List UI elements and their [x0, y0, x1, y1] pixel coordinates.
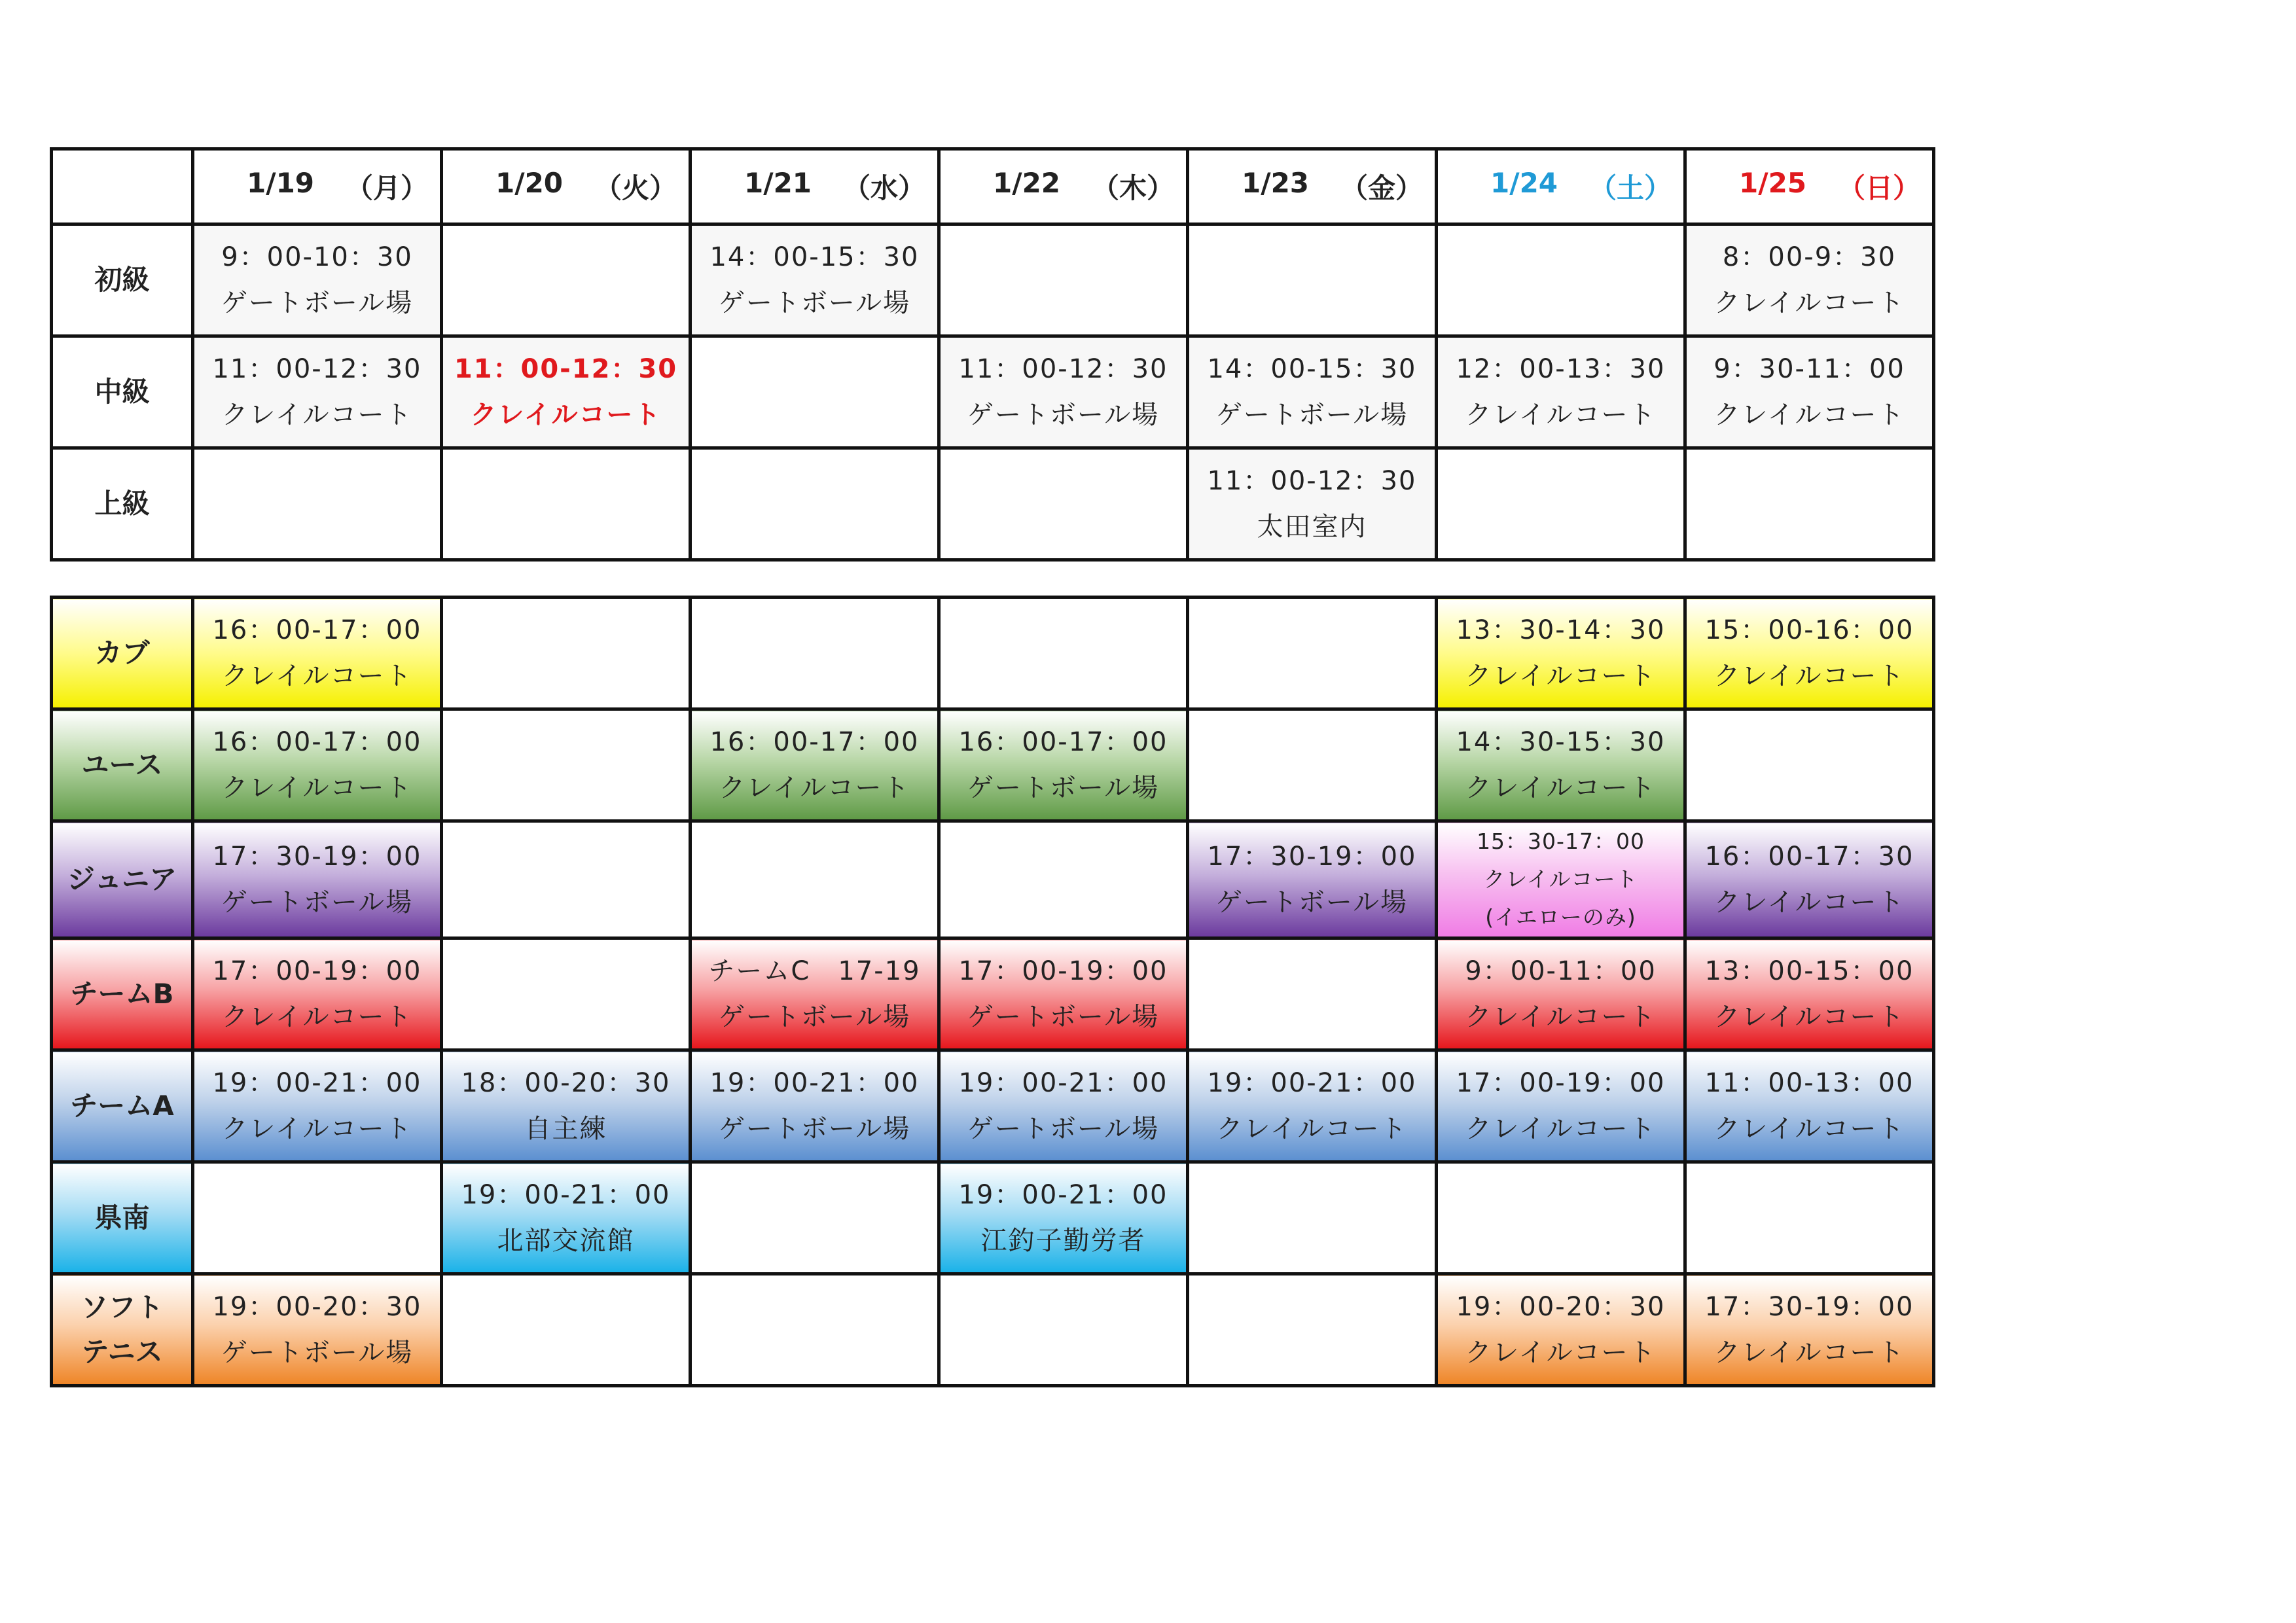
day-date: 1/25 — [1739, 167, 1807, 199]
level-row — [52, 224, 1934, 336]
slot-venue: クレイルコート — [221, 661, 413, 691]
slot-venue: クレイルコート — [1465, 1002, 1657, 1032]
schedule-slot — [939, 336, 1188, 448]
empty-slot — [442, 709, 691, 821]
slot-time: 17：30-19：00 — [212, 842, 422, 872]
slot-time: 19：00-21：00 — [212, 1068, 422, 1098]
slot-venue: ゲートボール場 — [221, 887, 414, 918]
slot-time: 18：00-20：30 — [461, 1068, 671, 1098]
row-label-text: ジュニア — [67, 863, 177, 895]
empty-slot — [1188, 709, 1437, 821]
schedule-slot — [193, 224, 442, 336]
schedule-slot — [1437, 709, 1685, 821]
empty-slot — [193, 448, 442, 560]
slot-time: 16：00-17：00 — [212, 727, 422, 757]
schedule-slot — [1685, 821, 1934, 938]
slot-time: 17：00-19：00 — [1456, 1068, 1666, 1098]
slot-time: 15：30-17：00 — [1477, 829, 1645, 854]
empty-slot — [691, 597, 939, 709]
slot-venue: クレイルコート — [719, 773, 910, 803]
row-label — [52, 1162, 193, 1274]
row-label — [52, 709, 193, 821]
schedule-slot — [1437, 336, 1685, 448]
day-date: 1/23 — [1242, 167, 1310, 199]
row-label — [52, 336, 193, 448]
slot-time: 13：30-14：30 — [1456, 615, 1666, 645]
schedule-slot — [939, 709, 1188, 821]
row-label — [52, 1050, 193, 1162]
schedule-slot — [1437, 821, 1685, 938]
schedule-slot — [1437, 1274, 1685, 1386]
day-header — [691, 149, 939, 224]
schedule-slot — [1437, 1050, 1685, 1162]
schedule-slot — [1188, 821, 1437, 938]
slot-venue: クレイルコート — [1713, 1114, 1905, 1144]
slot-venue: クレイルコート — [470, 400, 662, 430]
row-label-text: チームA — [70, 1090, 174, 1122]
day-weekday: （火） — [594, 172, 677, 204]
slot-venue: ゲートボール場 — [718, 1002, 911, 1032]
slot-venue: 江釣子勤労者 — [980, 1226, 1146, 1256]
schedule-slot — [1188, 336, 1437, 448]
schedule-slot — [1188, 1050, 1437, 1162]
empty-slot — [939, 597, 1188, 709]
schedule-table-levels — [50, 147, 1935, 562]
slot-venue: ゲートボール場 — [967, 400, 1160, 430]
day-header-content — [194, 167, 440, 206]
slot-venue: ゲートボール場 — [967, 1002, 1160, 1032]
schedule-slot — [1685, 597, 1934, 709]
schedule-slot — [1685, 1274, 1934, 1386]
day-header — [1188, 149, 1437, 224]
slot-time: 16：00-17：30 — [1704, 842, 1914, 872]
slot-time: 19：00-21：00 — [1207, 1068, 1417, 1098]
empty-slot — [1685, 709, 1934, 821]
slot-venue: クレイルコート — [1465, 1114, 1657, 1144]
team-row — [52, 709, 1934, 821]
slot-venue: 自主練 — [524, 1114, 607, 1144]
row-label-text: チームB — [70, 978, 174, 1010]
schedule-slot — [1685, 336, 1934, 448]
schedule-slot — [939, 1162, 1188, 1274]
schedule-slot — [1437, 597, 1685, 709]
empty-slot — [442, 224, 691, 336]
day-weekday: （木） — [1091, 172, 1174, 204]
schedule-slot — [1685, 1050, 1934, 1162]
slot-time: 15：00-16：00 — [1704, 615, 1914, 645]
slot-time: 17：30-19：00 — [1704, 1292, 1914, 1322]
empty-slot — [691, 821, 939, 938]
slot-venue: ゲートボール場 — [221, 288, 414, 318]
slot-time: 16：00-17：00 — [709, 727, 920, 757]
empty-slot — [939, 224, 1188, 336]
team-row — [52, 938, 1934, 1050]
row-label-text: 中級 — [94, 376, 150, 408]
slot-time: 14：00-15：30 — [709, 242, 920, 272]
header-corner — [52, 149, 193, 224]
day-weekday: （日） — [1837, 172, 1920, 204]
day-header — [1437, 149, 1685, 224]
slot-venue: クレイルコート — [1713, 400, 1905, 430]
schedule-slot — [1437, 938, 1685, 1050]
schedule-slot — [939, 1050, 1188, 1162]
empty-slot — [691, 1162, 939, 1274]
schedule-slot — [1685, 224, 1934, 336]
day-date: 1/20 — [495, 167, 564, 199]
slot-time: 17：00-19：00 — [212, 956, 422, 986]
empty-slot — [939, 821, 1188, 938]
row-label-text: カブ — [94, 637, 150, 669]
team-row — [52, 821, 1934, 938]
slot-venue: クレイルコート — [1713, 661, 1905, 691]
empty-slot — [442, 448, 691, 560]
schedule-slot — [1188, 448, 1437, 560]
schedule-slot — [442, 1162, 691, 1274]
slot-time: 17：00-19：00 — [958, 956, 1168, 986]
day-header-content — [443, 167, 689, 206]
schedule-slot — [193, 1050, 442, 1162]
slot-time: 19：00-21：00 — [709, 1068, 920, 1098]
slot-time: 19：00-20：30 — [212, 1292, 422, 1322]
row-label — [52, 224, 193, 336]
slot-venue: クレイルコート — [1465, 773, 1657, 803]
row-label-text: 上級 — [94, 488, 150, 520]
slot-time: 11：00-12：30 — [212, 354, 422, 384]
schedule-slot — [939, 938, 1188, 1050]
row-label-text: 初級 — [94, 264, 150, 296]
day-weekday: （土） — [1588, 172, 1672, 204]
empty-slot — [442, 1274, 691, 1386]
row-label-text: テニス — [81, 1336, 163, 1368]
row-label — [52, 597, 193, 709]
slot-venue: ゲートボール場 — [967, 1114, 1160, 1144]
team-row — [52, 1162, 1934, 1274]
empty-slot — [1437, 448, 1685, 560]
header-row — [52, 149, 1934, 224]
schedule-slot — [193, 821, 442, 938]
schedule-slot — [1685, 938, 1934, 1050]
slot-venue: クレイルコート — [1216, 1114, 1408, 1144]
slot-time: 11：00-12：30 — [454, 354, 678, 384]
empty-slot — [1188, 224, 1437, 336]
schedule-slot — [442, 336, 691, 448]
empty-slot — [193, 1162, 442, 1274]
day-header-content — [941, 167, 1186, 206]
slot-time: 13：00-15：00 — [1704, 956, 1914, 986]
empty-slot — [1685, 448, 1934, 560]
slot-venue: ゲートボール場 — [221, 1338, 414, 1368]
empty-slot — [442, 938, 691, 1050]
empty-slot — [1685, 1162, 1934, 1274]
slot-time: 19：00-21：00 — [958, 1180, 1168, 1210]
day-date: 1/24 — [1490, 167, 1558, 199]
slot-time: 14：30-15：30 — [1456, 727, 1666, 757]
slot-venue: 太田室内 — [1257, 512, 1367, 542]
slot-venue: ゲートボール場 — [718, 288, 911, 318]
slot-time: 8：00-9：30 — [1722, 242, 1897, 272]
slot-venue: ゲートボール場 — [967, 773, 1160, 803]
day-header — [939, 149, 1188, 224]
slot-venue: クレイルコート — [1713, 1002, 1905, 1032]
slot-time: 14：00-15：30 — [1207, 354, 1417, 384]
slot-venue: クレイルコート — [221, 1114, 413, 1144]
slot-time: 17：30-19：00 — [1207, 842, 1417, 872]
row-label — [52, 1274, 193, 1386]
day-header-content — [1189, 167, 1435, 206]
schedule-slot — [691, 938, 939, 1050]
team-row — [52, 597, 1934, 709]
row-label-text: 県南 — [94, 1202, 150, 1234]
slot-venue: クレイルコート — [1465, 661, 1657, 691]
slot-venue: クレイルコート — [1483, 866, 1638, 892]
schedule-table-teams — [50, 596, 1935, 1387]
day-date: 1/21 — [744, 167, 812, 199]
slot-venue: ゲートボール場 — [718, 1114, 911, 1144]
row-label-text: ソフト — [81, 1291, 164, 1323]
slot-venue: クレイルコート — [1713, 288, 1905, 318]
slot-time: 16：00-17：00 — [958, 727, 1168, 757]
schedule-slot — [193, 597, 442, 709]
slot-venue: クレイルコート — [1713, 1338, 1905, 1368]
empty-slot — [1188, 938, 1437, 1050]
slot-time: 16：00-17：00 — [212, 615, 422, 645]
schedule-slot — [691, 709, 939, 821]
slot-venue: クレイルコート — [221, 400, 413, 430]
slot-venue: 北部交流館 — [497, 1226, 635, 1256]
slot-time: チームC 17-19 — [708, 956, 921, 986]
slot-time: 19：00-21：00 — [958, 1068, 1168, 1098]
slot-venue: (イエローのみ) — [1485, 904, 1636, 930]
day-header-content — [692, 167, 937, 206]
slot-time: 19：00-21：00 — [461, 1180, 671, 1210]
day-header — [193, 149, 442, 224]
day-weekday: （水） — [842, 172, 925, 204]
row-label — [52, 448, 193, 560]
empty-slot — [691, 1274, 939, 1386]
day-weekday: （金） — [1340, 172, 1423, 204]
empty-slot — [691, 448, 939, 560]
row-label-text: ユース — [81, 749, 163, 781]
empty-slot — [691, 336, 939, 448]
slot-time: 11：00-12：30 — [1207, 466, 1417, 496]
empty-slot — [442, 821, 691, 938]
row-label — [52, 821, 193, 938]
slot-venue: クレイルコート — [221, 1002, 413, 1032]
schedule-slot — [193, 1274, 442, 1386]
day-date: 1/22 — [993, 167, 1061, 199]
slot-time: 9：00-10：30 — [221, 242, 413, 272]
team-row — [52, 1274, 1934, 1386]
empty-slot — [1188, 1274, 1437, 1386]
day-date: 1/19 — [247, 167, 315, 199]
day-weekday: （月） — [345, 172, 428, 204]
slot-time: 11：00-12：30 — [958, 354, 1168, 384]
slot-time: 9：00-11：00 — [1465, 956, 1657, 986]
schedule-slot — [442, 1050, 691, 1162]
slot-venue: ゲートボール場 — [1215, 887, 1408, 918]
row-label — [52, 938, 193, 1050]
empty-slot — [1188, 597, 1437, 709]
slot-venue: クレイルコート — [1713, 887, 1905, 918]
empty-slot — [939, 1274, 1188, 1386]
slot-venue: クレイルコート — [221, 773, 413, 803]
team-row — [52, 1050, 1934, 1162]
slot-time: 12：00-13：30 — [1456, 354, 1666, 384]
day-header-content — [1687, 167, 1932, 206]
schedule-slot — [193, 709, 442, 821]
empty-slot — [1437, 1162, 1685, 1274]
schedule-slot — [193, 336, 442, 448]
empty-slot — [1188, 1162, 1437, 1274]
slot-time: 9：30-11：00 — [1713, 354, 1905, 384]
slot-venue: クレイルコート — [1465, 1338, 1657, 1368]
day-header — [442, 149, 691, 224]
slot-time: 11：00-13：00 — [1704, 1068, 1914, 1098]
slot-time: 19：00-20：30 — [1456, 1292, 1666, 1322]
empty-slot — [939, 448, 1188, 560]
day-header — [1685, 149, 1934, 224]
empty-slot — [442, 597, 691, 709]
slot-venue: ゲートボール場 — [1215, 400, 1408, 430]
empty-slot — [1437, 224, 1685, 336]
schedule-slot — [193, 938, 442, 1050]
day-header-content — [1438, 167, 1683, 206]
schedule-slot — [691, 1050, 939, 1162]
slot-venue: クレイルコート — [1465, 400, 1657, 430]
level-row — [52, 448, 1934, 560]
level-row — [52, 336, 1934, 448]
schedule-slot — [691, 224, 939, 336]
